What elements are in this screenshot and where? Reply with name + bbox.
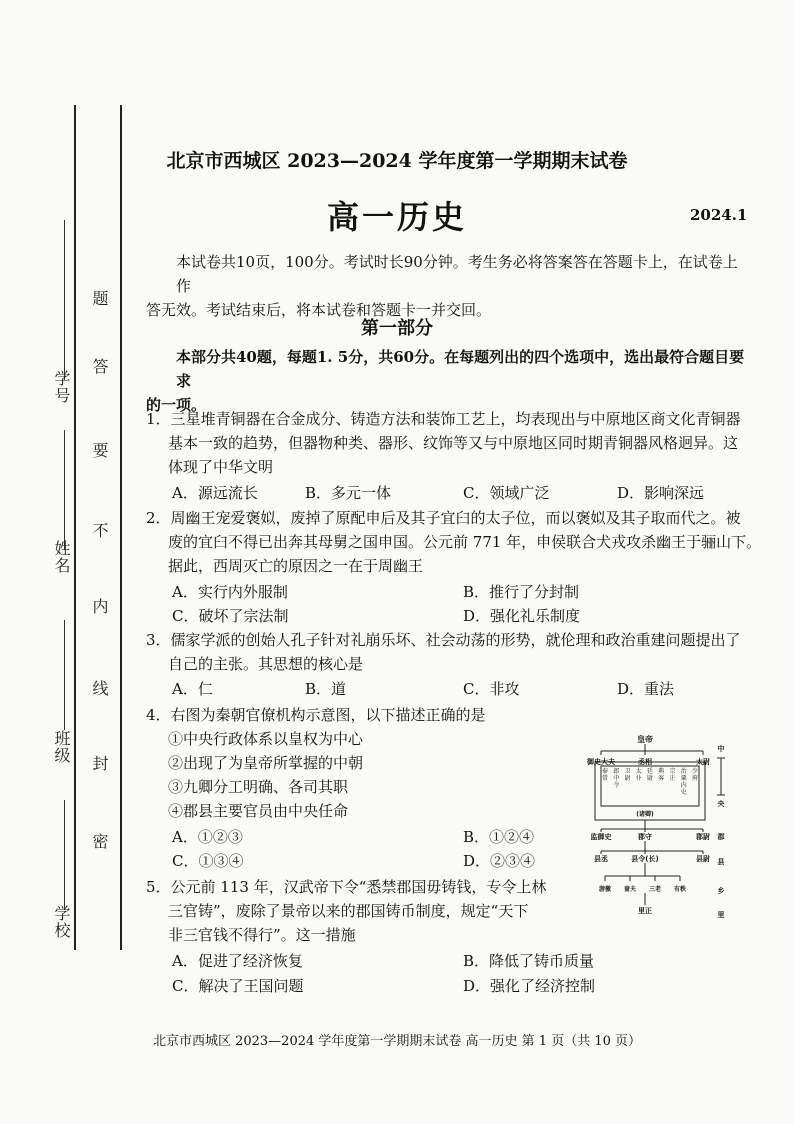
option-b: B．降低了铸币质量 — [463, 952, 595, 970]
question-line: 三官铸”，废除了景帝以来的郡国铸币制度，规定“天下 — [168, 902, 529, 920]
diagram-minister: 典客 — [658, 768, 665, 782]
diagram-minister: 奉常 — [601, 768, 609, 782]
instructions-line: 本试卷共10页，100分。考试时长90分钟。考生务必将答案答在答题卡上，在试卷上作 — [176, 253, 738, 295]
diagram-township: 游徼 — [598, 886, 612, 893]
diagram-minister: 卫尉 — [624, 768, 631, 782]
diagram-side-label: 里 — [717, 911, 725, 919]
statement-3: ③九卿分工明确、各司其职 — [168, 778, 349, 796]
diagram-commandery: 监御史 — [590, 833, 612, 841]
name-label: 姓名 — [52, 540, 71, 574]
question-line: 据此，西周灭亡的原因之一在于周幽王 — [168, 557, 424, 575]
option-b: B．多元一体 — [305, 484, 392, 502]
question-line: 4．右图为秦朝官僚机构示意图，以下描述正确的是 — [146, 706, 486, 724]
diagram-minister: 太仆 — [635, 768, 642, 782]
option-a: A．①②③ — [172, 828, 243, 846]
diagram-minister: 宗正 — [669, 768, 676, 782]
question-line: 自己的主张。其思想的核心是 — [168, 655, 364, 673]
diagram-side-label: 央 — [717, 800, 725, 808]
seal-char: 不 — [90, 522, 109, 539]
instructions — [146, 250, 746, 322]
option-c: C．领域广泛 — [463, 484, 550, 502]
seal-char: 线 — [90, 680, 109, 697]
seal-char: 内 — [90, 598, 109, 615]
diagram-side-label: 中 — [717, 745, 725, 753]
diagram-level1: 太尉 — [696, 758, 710, 766]
diagram-commandery: 郡守 — [638, 833, 652, 841]
exam-date: 2024.1 — [690, 206, 748, 224]
student-id-blank — [64, 220, 65, 380]
question-3 — [146, 628, 741, 676]
option-d: D．②③④ — [463, 852, 536, 870]
diagram-county: 县令(长) — [631, 855, 659, 863]
option-d: D．强化了经济控制 — [463, 977, 596, 995]
seal-char: 要 — [90, 442, 109, 459]
diagram-side-label: 县 — [717, 858, 725, 866]
question-1 — [146, 407, 741, 479]
option-a: A．仁 — [172, 680, 213, 698]
instructions-line: 答无效。考试结束后，将本试卷和答题卡一并交回。 — [146, 301, 492, 319]
student-id-label: 学号 — [52, 370, 71, 404]
question-line: 2．周幽王宠爱褒姒，废掉了原配申后及其子宜臼的太子位，而以褒姒及其子取而代之。被 — [146, 509, 741, 527]
diagram-side-label: 乡 — [717, 887, 725, 895]
diagram-township: 啬夫 — [623, 886, 637, 893]
page-footer: 北京市西城区 2023—2024 学年度第一学期期末试卷 高一历史 第 1 页（共 10 页） — [152, 1034, 642, 1049]
option-d: D．重法 — [617, 680, 675, 698]
diagram-township: 三老 — [648, 886, 662, 893]
question-line: 5．公元前 113 年，汉武帝下令“悉禁郡国毋铸钱，专令上林 — [146, 878, 547, 896]
question-line: 1．三星堆青铜器在合金成分、铸造方法和装饰工艺上，均表现出与中原地区商文化青铜器 — [146, 410, 741, 428]
name-blank — [64, 430, 65, 550]
question-line: 基本一致的趋势，但器物种类、器形、纹饰等又与中原地区同时期青铜器风格迥异。这 — [168, 434, 739, 452]
seal-char: 封 — [90, 755, 109, 772]
statement-4: ④郡县主要官员由中央任命 — [168, 802, 349, 820]
question-4 — [146, 703, 486, 823]
class-label: 班级 — [52, 730, 71, 764]
subject-title: 高一历史 — [326, 198, 467, 236]
diagram-side-label: 郡 — [717, 833, 725, 841]
exam-title: 北京市西城区 2023—2024 学年度第一学期期末试卷 — [166, 150, 628, 172]
diagram-township: 有秩 — [673, 886, 687, 893]
option-a: A．实行内外服制 — [172, 583, 288, 601]
statement-2: ②出现了为皇帝所掌握的中朝 — [168, 754, 364, 772]
option-d: D．影响深远 — [617, 484, 705, 502]
minister-columns — [602, 767, 698, 796]
part-title: 第一部分 — [361, 318, 433, 339]
option-a: A．源远流长 — [172, 484, 258, 502]
seal-char: 题 — [90, 290, 109, 307]
school-blank — [64, 800, 65, 910]
seal-char: 密 — [90, 833, 109, 850]
option-c: C．非攻 — [463, 680, 520, 698]
diagram-minister: 治粟内史 — [680, 768, 687, 796]
option-d: D．强化礼乐制度 — [463, 607, 581, 625]
diagram-note: (诸卿) — [636, 811, 654, 818]
diagram-minister: 郎中令 — [613, 768, 620, 789]
part-intro-line: 本部分共40题，每题1. 5分，共60分。在每题列出的四个选项中，选出最符合题目要求 — [176, 348, 745, 390]
question-2 — [146, 506, 761, 578]
statement-1: ①中央行政体系以皇权为中心 — [168, 730, 364, 748]
diagram-commandery: 郡尉 — [696, 833, 710, 841]
option-b: B．道 — [305, 680, 347, 698]
diagram-top: 皇帝 — [637, 735, 653, 744]
question-line: 废的宜臼不得已出奔其母舅之国申国。公元前 771 年，申侯联合犬戎攻杀幽王于骊山下。 — [168, 533, 762, 551]
option-b: B．推行了分封制 — [463, 583, 580, 601]
qin-bureaucracy-diagram — [585, 733, 735, 943]
diagram-level1: 丞相 — [638, 758, 652, 766]
option-c: C．破坏了宗法制 — [172, 607, 289, 625]
option-c: C．①③④ — [172, 852, 244, 870]
diagram-level1: 御史大夫 — [587, 758, 615, 766]
diagram-minister: 廷尉 — [646, 768, 654, 782]
question-5 — [146, 875, 546, 947]
diagram-minister: 少府 — [691, 768, 699, 782]
option-c: C．解决了王国问题 — [172, 977, 304, 995]
diagram-county: 县尉 — [696, 855, 710, 863]
seal-char: 答 — [90, 358, 109, 375]
option-b: B．①②④ — [463, 828, 535, 846]
diagram-village: 里正 — [638, 907, 652, 915]
part-intro-line: 的一项。 — [146, 396, 207, 414]
option-a: A．促进了经济恢复 — [172, 952, 303, 970]
class-blank — [64, 620, 65, 730]
question-line: 体现了中华文明 — [168, 458, 274, 476]
school-label: 学校 — [52, 905, 71, 939]
question-line: 非三官钱不得行”。这一措施 — [168, 926, 356, 944]
diagram-county: 县丞 — [594, 855, 608, 863]
question-line: 3．儒家学派的创始人孔子针对礼崩乐坏、社会动荡的形势，就伦理和政治重建问题提出了 — [146, 631, 741, 649]
